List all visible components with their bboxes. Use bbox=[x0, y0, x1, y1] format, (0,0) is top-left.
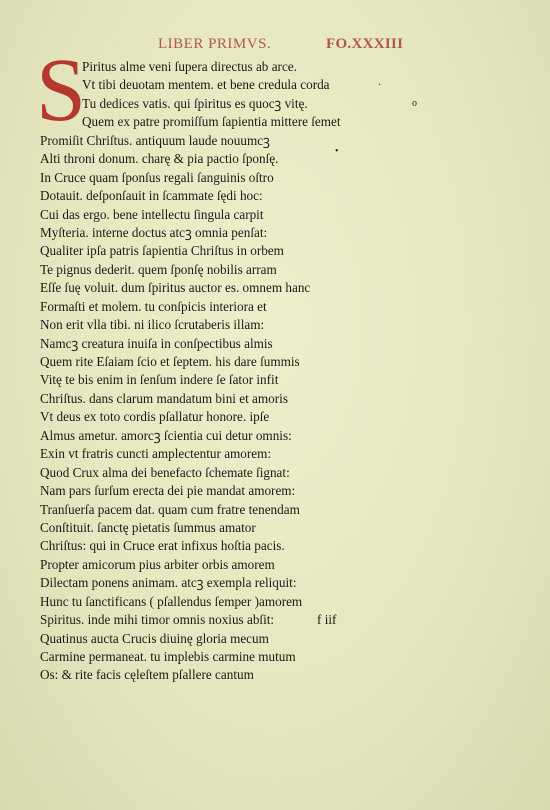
verse-line: Quem rite Eſaiam ſcio et ſeptem. his dare ſummis bbox=[40, 354, 300, 369]
verse-line: Piritus alme veni ſupera directus ab arce. bbox=[82, 59, 297, 74]
verse-line: Vitę te bis enim in ſenſum indere ſe ſator infit bbox=[40, 372, 279, 388]
verse-line: Quem ex patre promiſſum ſapientia mittere ſemet bbox=[82, 114, 341, 130]
verse-line: Spiritus. inde mihi timor omnis noxius abſit: bbox=[40, 612, 275, 628]
verse-line: Promiſit Chriſtus. antiquum laude nouumcꝫ bbox=[40, 132, 270, 148]
verse-line: Eſſe ſuę voluit. dum ſpiritus auctor es. omnem hanc bbox=[40, 280, 311, 296]
verse-line: Hunc tu ſanctificans ( pſallendus ſemper )amorem bbox=[40, 593, 303, 609]
verse-line: Non erit vlla tibi. ni ilico ſcrutaberis illam: bbox=[40, 317, 265, 333]
verse-line: Conſtituit. ſanctę pietatis ſummus amator bbox=[40, 519, 256, 535]
verse-line: In Cruce quam ſponſus regali ſanguinis oſtro bbox=[40, 169, 274, 185]
running-head: LIBER PRIMVS. bbox=[158, 36, 272, 52]
verse-line: Quod Crux alma dei benefacto ſchemate ſignat: bbox=[40, 464, 290, 480]
verse-line: Vt tibi deuotam mentem. et bene credula corda bbox=[82, 77, 330, 93]
verse-line: Dilectam ponens animam. atcꝫ exempla reliquit: bbox=[40, 575, 297, 591]
verse-line: Myſteria. interne doctus atcꝫ omnia penſat: bbox=[40, 224, 268, 240]
decorated-initial: S bbox=[36, 41, 87, 140]
verse-line: Dotauit. deſponſauit in ſcammate ſędi hoc: bbox=[40, 188, 263, 204]
verse-line: Exin vt fratris cuncti amplectentur amorem: bbox=[40, 446, 272, 462]
verse-line: Tu dedices vatis. qui ſpiritus es quocꝫ vitę. bbox=[82, 95, 308, 111]
verse-line: Formaſti et molem. tu conſpicis interiora et bbox=[40, 298, 267, 314]
verse-line: Almus ametur. amorcꝫ ſcientia cui detur omnis: bbox=[40, 427, 292, 443]
catchword: f iif bbox=[317, 612, 337, 627]
verse-line: Te pignus dederit. quem ſponſę nobilis arram bbox=[40, 261, 277, 277]
verse-line: Chriſtus: qui in Cruce erat infixus hoſtia pacis. bbox=[40, 538, 285, 554]
marginal-mark: · bbox=[378, 80, 382, 91]
verse-line: Os: & rite facis cęleſtem pſallere cantum bbox=[40, 667, 254, 683]
verse-line: Cui das ergo. bene intellectu ſingula carpit bbox=[40, 206, 264, 222]
verse-line: Vt deus ex toto cordis pſallatur honore. ipſe bbox=[40, 409, 270, 425]
verse-line: Quatinus aucta Crucis diuinę gloria mecum bbox=[40, 630, 269, 646]
verse-line: Chriſtus. dans clarum mandatum bini et amoris bbox=[40, 390, 288, 406]
verse-text bbox=[40, 58, 400, 685]
verse-line: Carmine permaneat. tu implebis carmine mutum bbox=[40, 649, 296, 664]
marginal-mark: o bbox=[412, 98, 417, 109]
verse-line: Qualiter ipſa patris ſapientia Chriſtus in orbem bbox=[40, 243, 284, 259]
verse-line: Tranſuerſa pacem dat. quam cum fratre tenendam bbox=[40, 501, 300, 517]
verse-line: Alti throni donum. charę & pia pactio ſponſę. bbox=[40, 151, 279, 167]
verse-line: Propter amicorum pius arbiter orbis amorem bbox=[40, 556, 275, 572]
verse-line: Nam pars ſurſum erecta dei pie mandat amorem: bbox=[40, 483, 296, 499]
verse-line: Namcꝫ creatura inuiſa in conſpectibus almis bbox=[40, 335, 273, 351]
marginal-mark: • bbox=[335, 146, 339, 157]
folio-number: FO.XXXIII bbox=[326, 36, 404, 52]
